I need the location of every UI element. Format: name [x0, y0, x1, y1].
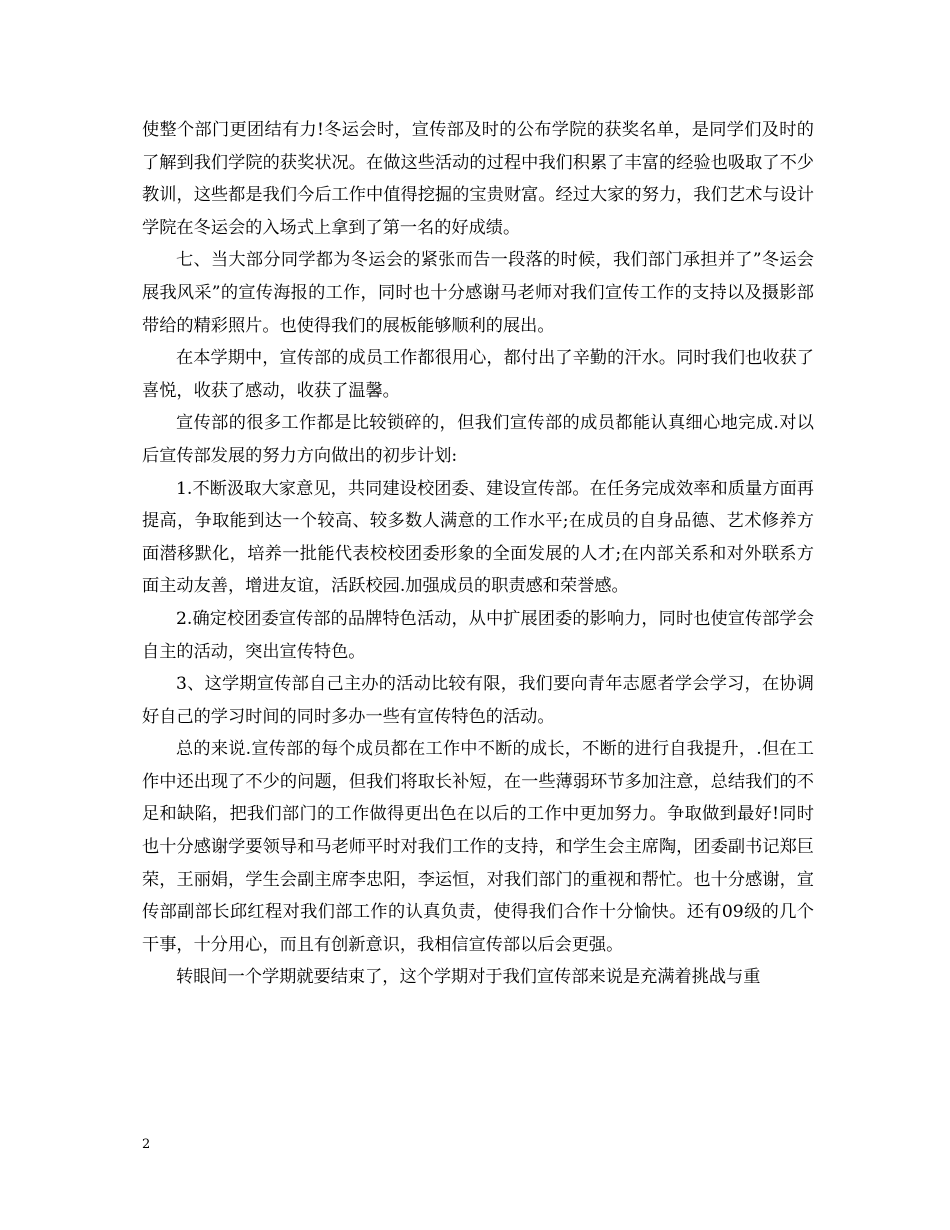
paragraph: 使整个部门更团结有力!冬运会时，宣传部及时的公布学院的获奖名单，是同学们及时的了解到我们学院的获奖状况。在做这些活动的过程中我们积累了丰富的经验也吸取了不少教训，这些都是我们今后工作中值得挖掘的宝贵财富。经过大家的努力，我们艺术与设计学院在冬运会的入场式上拿到了第一名的好成绩。	[142, 120, 814, 238]
paragraph: 2.确定校团委宣传部的品牌特色活动，从中扩展团委的影响力，同时也使宣传部学会自主的活动，突出宣传特色。	[142, 608, 814, 662]
paragraph: 七、当大部分同学都为冬运会的紧张而告一段落的时候，我们部门承担并了”冬运会展我风采”的宣传海报的工作，同时也十分感谢马老师对我们宣传工作的支持以及摄影部带给的精彩照片。也使得我们的展板能够顺利的展出。	[142, 250, 814, 336]
paragraph: 在本学期中，宣传部的成员工作都很用心，都付出了辛勤的汗水。同时我们也收获了喜悦，收获了感动，收获了温馨。	[142, 348, 814, 401]
paragraph: 转眼间一个学期就要结束了，这个学期对于我们宣传部来说是充满着挑战与重	[176, 967, 761, 988]
paragraph: 宣传部的很多工作都是比较锁碎的，但我们宣传部的成员都能认真细心地完成.对以后宣传部发展的努力方向做出的初步计划:	[142, 413, 814, 466]
paragraph: 3、这学期宣传部自己主办的活动比较有限，我们要向青年志愿者学会学习，在协调好自己的学习时间的同时多办一些有宣传特色的活动。	[142, 674, 814, 727]
page-number: 2	[142, 1137, 151, 1152]
paragraph: 总的来说.宣传部的每个成员都在工作中不断的成长，不断的进行自我提升，.但在工作中还出现了不少的问题，但我们将取长补短，在一些薄弱环节多加注意，总结我们的不足和缺陷，把我们部门的工作做得更出色在以后的工作中更加努力。争取做到最好!同时也十分感谢学要领导和马老师平时对我们工作的支持，和学生会主席陶，团委副书记郑巨荣，王丽娟，学生会副主席李忠阳，李运恒，对我们部门的重视和帮忙。也十分感谢，宣传部副部长邱红程对我们部工作的认真负责，使得我们合作十分愉快。还有09级的几个干事，十分用心，而且有创新意识，我相信宣传部以后会更强。	[142, 739, 814, 955]
paragraph: 1.不断汲取大家意见，共同建设校团委、建设宣传部。在任务完成效率和质量方面再提高，争取能到达一个较高、较多数人满意的工作水平;在成员的自身品德、艺术修养方面潜移默化，培养一批能代表校校团委形象的全面发展的人才;在内部关系和对外联系方面主动友善，增进友谊，活跃校园.加强成员的职责感和荣誉感。	[142, 478, 814, 597]
document-body	[142, 114, 814, 994]
